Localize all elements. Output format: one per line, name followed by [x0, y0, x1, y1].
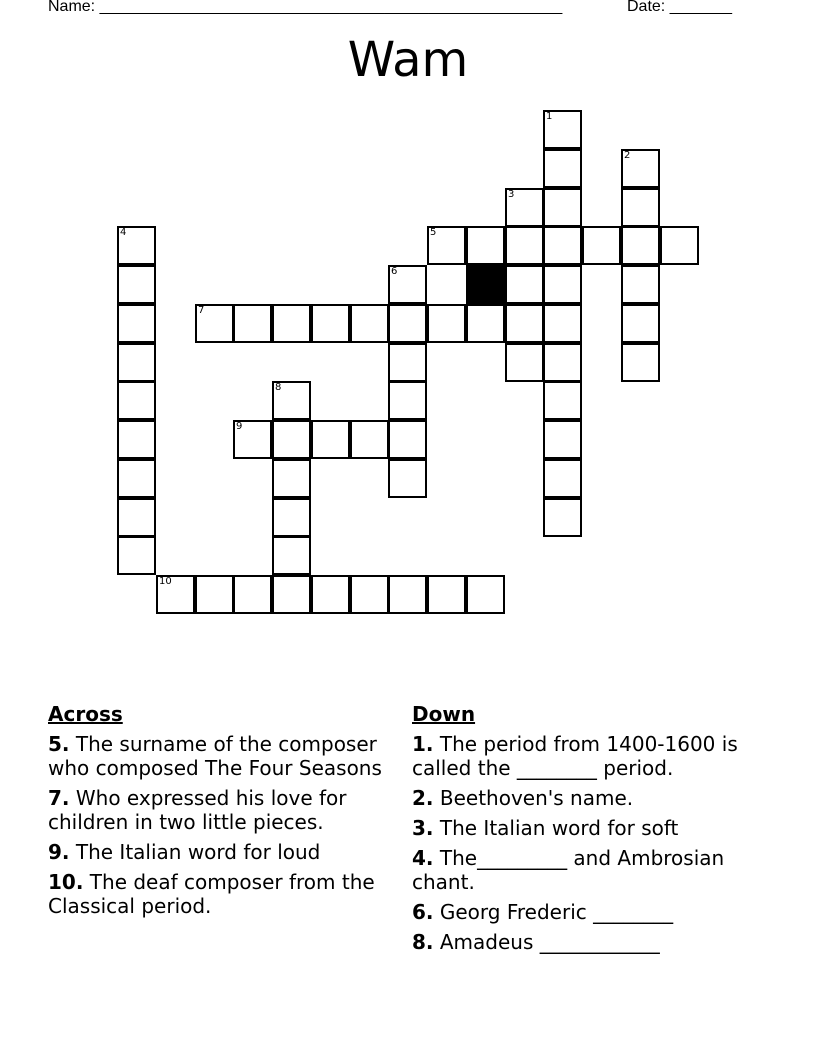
grid-cell[interactable]	[388, 343, 427, 382]
across-clue-10	[48, 870, 388, 918]
clue-text: The Italian word for loud	[69, 840, 321, 864]
grid-cell[interactable]	[621, 304, 660, 343]
grid-cell[interactable]	[543, 265, 582, 304]
grid-cell[interactable]	[621, 149, 660, 188]
clue-number: 7.	[48, 786, 70, 810]
cell-number: 3	[508, 189, 515, 200]
puzzle-title: Wam	[347, 32, 469, 88]
clue-text: The surname of the composer who composed The Four Seasons	[48, 732, 382, 780]
grid-cell[interactable]	[660, 226, 699, 265]
clue-text: The Italian word for soft	[433, 816, 679, 840]
grid-cell[interactable]	[621, 188, 660, 227]
across-clues	[48, 702, 388, 924]
clue-number: 8.	[412, 930, 434, 954]
name-field-label: Name: ____________________________________________________	[48, 0, 563, 15]
grid-cell[interactable]	[543, 188, 582, 227]
cell-number: 5	[430, 227, 437, 238]
grid-cell[interactable]	[233, 304, 272, 343]
grid-cell[interactable]	[388, 304, 427, 343]
cell-number: 8	[275, 382, 282, 393]
grid-cell[interactable]	[505, 265, 544, 304]
grid-cell[interactable]	[543, 420, 582, 459]
grid-cell[interactable]	[272, 575, 311, 614]
grid-cell[interactable]	[388, 459, 427, 498]
grid-cell[interactable]	[543, 343, 582, 382]
grid-cell[interactable]	[272, 498, 311, 537]
grid-cell[interactable]	[350, 420, 389, 459]
clue-number: 9.	[48, 840, 70, 864]
grid-cell[interactable]	[350, 304, 389, 343]
clue-text: Amadeus ____________	[433, 930, 660, 954]
grid-cell[interactable]	[233, 420, 272, 459]
down-clue-3	[412, 816, 762, 840]
grid-cell[interactable]	[427, 304, 466, 343]
cell-number: 4	[120, 227, 127, 238]
grid-cell[interactable]	[388, 381, 427, 420]
grid-cell[interactable]	[311, 420, 350, 459]
grid-cell[interactable]	[621, 265, 660, 304]
grid-cell[interactable]	[117, 343, 156, 382]
down-clues	[412, 702, 762, 960]
grid-cell[interactable]	[117, 459, 156, 498]
clue-number: 6.	[412, 900, 434, 924]
grid-cell[interactable]	[117, 381, 156, 420]
grid-cell[interactable]	[466, 226, 505, 265]
clue-text: Beethoven's name.	[433, 786, 634, 810]
clue-text: Georg Frederic ________	[433, 900, 674, 924]
grid-cell[interactable]	[543, 226, 582, 265]
clue-number: 2.	[412, 786, 434, 810]
clue-text: The period from 1400-1600 is called the ________ period.	[412, 732, 738, 780]
cell-number: 9	[236, 421, 243, 432]
grid-cell[interactable]	[505, 226, 544, 265]
clue-number: 10.	[48, 870, 84, 894]
cell-number: 7	[198, 305, 205, 316]
grid-cell[interactable]	[117, 536, 156, 575]
down-clue-4	[412, 846, 762, 894]
grid-cell[interactable]	[156, 575, 195, 614]
across-heading: Across	[48, 702, 123, 726]
grid-cell[interactable]	[505, 343, 544, 382]
grid-cell[interactable]	[195, 304, 234, 343]
grid-cell[interactable]	[621, 226, 660, 265]
grid-cell[interactable]	[427, 575, 466, 614]
down-clue-1	[412, 732, 762, 780]
grid-cell[interactable]	[543, 110, 582, 149]
grid-cell[interactable]	[350, 575, 389, 614]
grid-cell[interactable]	[582, 226, 621, 265]
clue-text: The deaf composer from the Classical period.	[48, 870, 375, 918]
grid-block	[466, 265, 505, 304]
date-field-label: Date: _______	[627, 0, 732, 15]
grid-cell[interactable]	[117, 420, 156, 459]
cell-number: 1	[546, 111, 553, 122]
clue-number: 3.	[412, 816, 434, 840]
grid-cell[interactable]	[388, 575, 427, 614]
grid-cell[interactable]	[117, 265, 156, 304]
grid-cell[interactable]	[543, 381, 582, 420]
grid-cell[interactable]	[505, 304, 544, 343]
cell-number: 6	[391, 266, 398, 277]
grid-cell[interactable]	[543, 304, 582, 343]
grid-cell[interactable]	[621, 343, 660, 382]
grid-cell[interactable]	[311, 304, 350, 343]
down-clue-8	[412, 930, 762, 954]
clue-number: 5.	[48, 732, 70, 756]
grid-cell[interactable]	[117, 304, 156, 343]
grid-cell[interactable]	[195, 575, 234, 614]
clue-text: The_________ and Ambrosian chant.	[412, 846, 725, 894]
grid-cell[interactable]	[272, 304, 311, 343]
down-clue-2	[412, 786, 762, 810]
grid-cell[interactable]	[272, 536, 311, 575]
across-clue-9	[48, 840, 388, 864]
clue-number: 4.	[412, 846, 434, 870]
grid-cell[interactable]	[427, 226, 466, 265]
grid-cell[interactable]	[505, 188, 544, 227]
clue-number: 1.	[412, 732, 434, 756]
grid-cell[interactable]	[272, 381, 311, 420]
grid-cell[interactable]	[311, 575, 350, 614]
grid-cell[interactable]	[117, 498, 156, 537]
grid-cell[interactable]	[233, 575, 272, 614]
grid-cell[interactable]	[543, 498, 582, 537]
grid-cell[interactable]	[466, 304, 505, 343]
down-heading: Down	[412, 702, 476, 726]
cell-number: 2	[624, 150, 631, 161]
grid-cell[interactable]	[543, 459, 582, 498]
across-clue-5	[48, 732, 388, 780]
clue-text: Who expressed his love for children in two little pieces.	[48, 786, 347, 834]
cell-number: 10	[159, 576, 172, 587]
across-clue-7	[48, 786, 388, 834]
grid-cell[interactable]	[466, 575, 505, 614]
grid-cell[interactable]	[388, 265, 427, 304]
grid-cell[interactable]	[272, 420, 311, 459]
grid-cell[interactable]	[272, 459, 311, 498]
grid-cell[interactable]	[388, 420, 427, 459]
down-clue-6	[412, 900, 762, 924]
grid-cell[interactable]	[117, 226, 156, 265]
grid-cell[interactable]	[543, 149, 582, 188]
